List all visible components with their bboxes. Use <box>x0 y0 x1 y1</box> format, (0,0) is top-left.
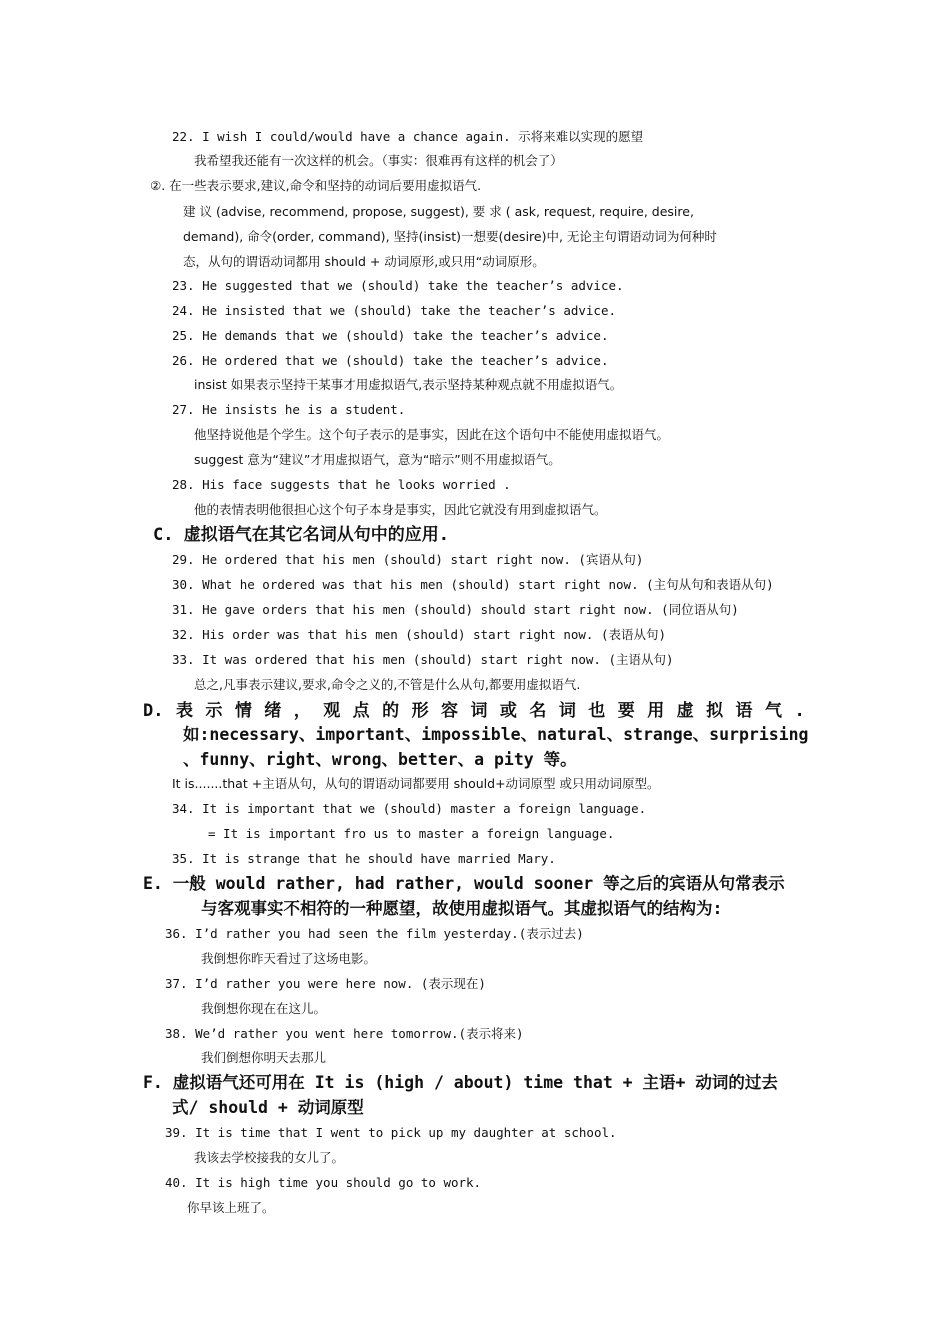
section-f-heading-line-2: 式/ should + 动词原型 <box>172 1098 364 1117</box>
example-31: 31. He gave orders that his men (should) should start right now. (同位语从句) <box>172 602 739 617</box>
heading-word: 词 <box>558 701 576 721</box>
heading-word: 表 <box>175 701 193 721</box>
suggest-note: suggest 意为“建议”才用虚拟语气，意为“暗示”则不用虚拟语气。 <box>194 452 561 467</box>
rule-2-line-2: demand), 命令(order, command), 坚持(insist)一想要(desire)中, 无论主句谓语动词为何种时 <box>183 229 717 244</box>
heading-word: 观 <box>323 701 341 721</box>
example-36: 36. I’d rather you had seen the film yesterday.(表示过去) <box>165 926 584 941</box>
example-27: 27. He insists he is a student. <box>172 402 406 417</box>
example-34: 34. It is important that we (should) master a foreign language. <box>172 801 647 816</box>
heading-word: . <box>794 701 805 721</box>
example-38: 38. We’d rather you went here tomorrow.(表示将来) <box>165 1026 524 1041</box>
section-d-heading-line-3: 、funny、right、wrong、better、a pity 等。 <box>183 750 577 769</box>
heading-word: D. <box>143 701 164 721</box>
heading-word: ， <box>293 701 311 721</box>
example-36-translation: 我倒想你昨天看过了这场电影。 <box>201 951 377 966</box>
heading-word: 也 <box>588 701 606 721</box>
example-22-translation: 我希望我还能有一次这样的机会。（事实：很难再有这样的机会了） <box>194 153 563 168</box>
heading-word: 形 <box>411 701 429 721</box>
section-d-heading-line-1 <box>143 700 805 722</box>
section-f-heading-line-1: F. 虚拟语气还可用在 It is (high / about) time that + 主语+ 动词的过去 <box>143 1073 778 1092</box>
heading-word: 名 <box>529 701 547 721</box>
heading-word: 拟 <box>706 701 724 721</box>
section-d-heading-line-2: 如:necessary、important、impossible、natural、strange、surprising <box>183 725 809 744</box>
example-23: 23. He suggested that we (should) take the teacher’s advice. <box>172 278 624 293</box>
heading-word: 虚 <box>676 701 694 721</box>
rule-2-title: ②. 在一些表示要求,建议,命令和坚持的动词后要用虚拟语气. <box>150 178 482 193</box>
rule-2-line-3: 态，从句的谓语动词都用 should + 动词原形,或只用“动词原形。 <box>183 254 545 269</box>
it-is-pattern: It is.......that +主语从句，从句的谓语动词都要用 should+动词原型 或只用动词原型。 <box>172 776 660 791</box>
example-39-translation: 我该去学校接我的女儿了。 <box>194 1150 345 1165</box>
heading-word: 绪 <box>264 701 282 721</box>
example-37-translation: 我倒想你现在在这儿。 <box>201 1001 327 1016</box>
example-35: 35. It is strange that he should have married Mary. <box>172 851 556 866</box>
heading-word: 点 <box>352 701 370 721</box>
section-e-heading-line-2: 与客观事实不相符的一种愿望，故使用虚拟语气。其虚拟语气的结构为: <box>201 899 723 918</box>
example-27-note: 他坚持说他是个学生。这个句子表示的是事实，因此在这个语句中不能使用虚拟语气。 <box>194 427 670 442</box>
section-c-summary: 总之,凡事表示建议,要求,命令之义的,不管是什么从句,都要用虚拟语气. <box>194 677 581 692</box>
heading-word: 或 <box>499 701 517 721</box>
example-30: 30. What he ordered was that his men (should) start right now. (主句从句和表语从句) <box>172 577 774 592</box>
heading-word: 用 <box>647 701 665 721</box>
section-c-heading: C. 虚拟语气在其它名词从句中的应用. <box>153 525 449 545</box>
example-24: 24. He insisted that we (should) take the teacher’s advice. <box>172 303 617 318</box>
example-33: 33. It was ordered that his men (should) start right now. (主语从句) <box>172 652 674 667</box>
example-40: 40. It is high time you should go to work. <box>165 1175 482 1190</box>
example-29: 29. He ordered that his men (should) start right now. (宾语从句) <box>172 552 644 567</box>
heading-word: 词 <box>470 701 488 721</box>
example-26: 26. He ordered that we (should) take the teacher’s advice. <box>172 353 609 368</box>
example-37: 37. I’d rather you were here now. (表示现在) <box>165 976 486 991</box>
example-39: 39. It is time that I went to pick up my daughter at school. <box>165 1125 617 1140</box>
heading-word: 容 <box>441 701 459 721</box>
example-40-translation: 你早该上班了。 <box>187 1200 275 1215</box>
heading-word: 的 <box>382 701 400 721</box>
heading-word: 示 <box>205 701 223 721</box>
rule-2-line-1: 建 议 (advise, recommend, propose, suggest), 要 求 ( ask, request, require, desire, <box>183 204 694 219</box>
heading-word: 气 <box>765 701 782 721</box>
heading-word: 语 <box>735 701 753 721</box>
heading-word: 要 <box>617 701 635 721</box>
example-32: 32. His order was that his men (should) start right now. (表语从句) <box>172 627 667 642</box>
example-22: 22. I wish I could/would have a chance again. 示将来难以实现的愿望 <box>172 129 644 144</box>
insist-note: insist 如果表示坚持干某事才用虚拟语气,表示坚持某种观点就不用虚拟语气。 <box>194 377 623 392</box>
section-e-heading-line-1: E. 一般 would rather, had rather, would sooner 等之后的宾语从句常表示 <box>143 874 785 893</box>
example-25: 25. He demands that we (should) take the teacher’s advice. <box>172 328 609 343</box>
example-38-translation: 我们倒想你明天去那儿 <box>201 1050 327 1065</box>
example-34-equivalent: = It is important fro us to master a foreign language. <box>208 826 615 841</box>
example-28-note: 他的表情表明他很担心这个句子本身是事实，因此它就没有用到虚拟语气。 <box>194 502 607 517</box>
example-28: 28. His face suggests that he looks worried . <box>172 477 511 492</box>
heading-word: 情 <box>234 701 252 721</box>
